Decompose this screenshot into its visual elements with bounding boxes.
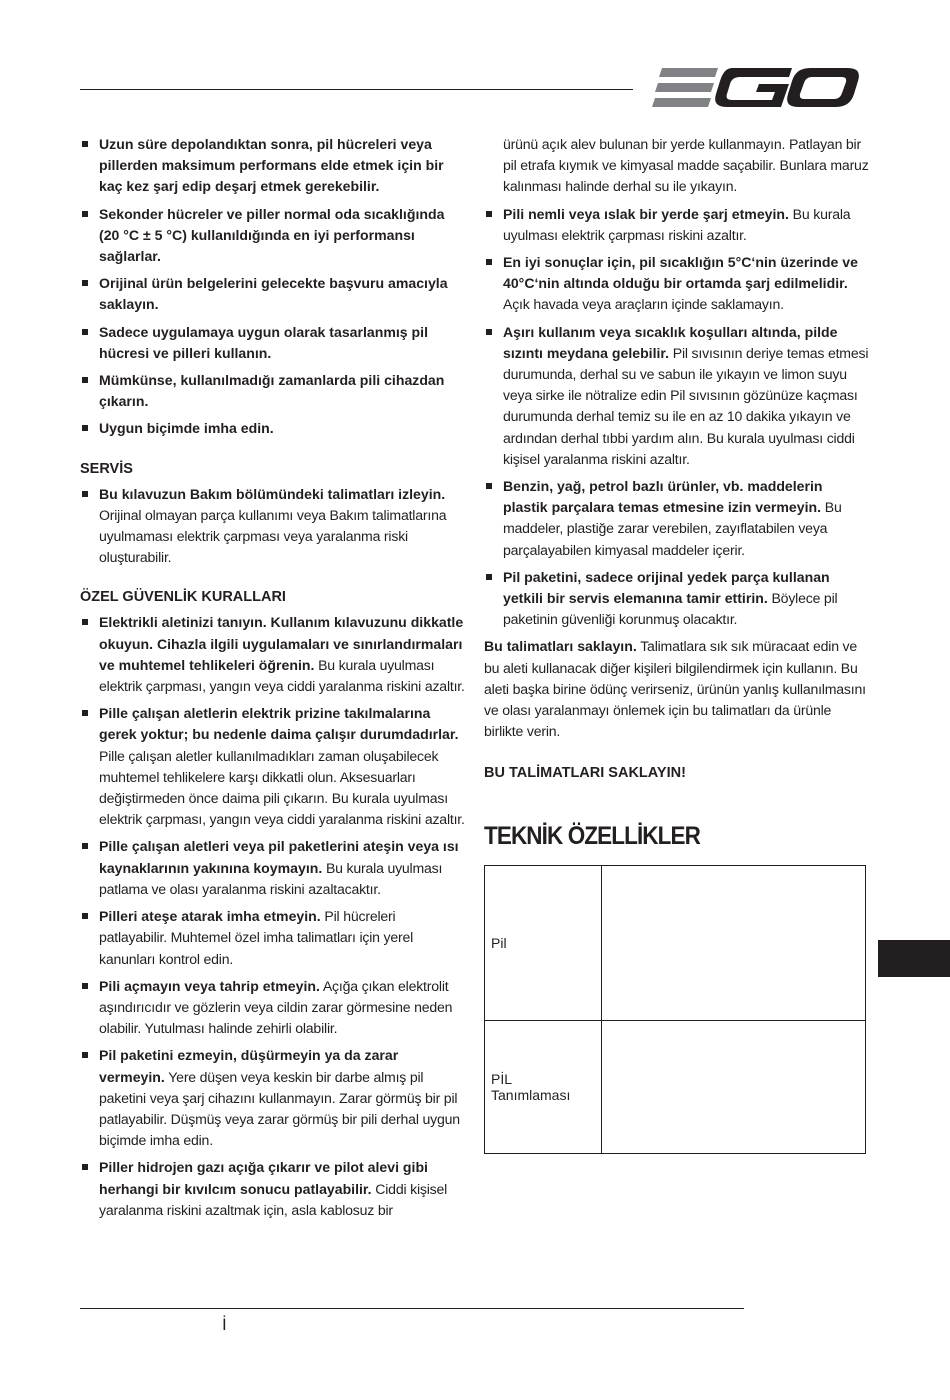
- list-item: Bu kılavuzun Bakım bölümündeki talimatları izleyin. Orijinal olmayan parça kullanımı veya Bakım talimatlarına uyulmaması elektrik çarpması veya yaralanma riski oluşturabilir.: [80, 484, 465, 569]
- list-item: Benzin, yağ, petrol bazlı ürünler, vb. maddelerin plastik parçalara temas etmesine izin vermeyin. Bu maddeler, plastiğe zarar verebilen, zayıflatabilen veya parçalayabilen kimyasal maddeler içerir.: [484, 476, 869, 561]
- list-item: Elektrikli aletinizi tanıyın. Kullanım kılavuzunu dikkatle okuyun. Cihazla ilgili uygulamaları ve sınırlandırmaları ve muhtemel tehlikeleri öğrenin. Bu kurala uyulması elektrik çarpması, yangın veya ciddi yaralanma riskini azaltır.: [80, 612, 465, 697]
- spec-value-battery: [602, 866, 866, 1021]
- spec-label-line2: Tanımlaması: [491, 1087, 571, 1104]
- spec-table: [484, 865, 866, 1154]
- spec-label-battery: Pil: [485, 866, 602, 1021]
- list-item: Orijinal ürün belgelerini gelecekte başvuru amacıyla saklayın.: [80, 273, 465, 315]
- table-row: [485, 866, 866, 1021]
- page-marker: İ: [222, 1315, 227, 1334]
- save-heading: BU TALİMATLARI SAKLAYIN!: [484, 765, 686, 782]
- list-item: Mümkünse, kullanılmadığı zamanlarda pili cihazdan çıkarın.: [80, 370, 465, 412]
- spec-label-line1: PİL: [491, 1071, 513, 1088]
- list-item: Pili açmayın veya tahrip etmeyin. Açığa çıkan elektrolit aşındırıcıdır ve gözlerin veya cildin zarar görmesine neden olabilir. Yutulması halinde zehirli olabilir.: [80, 976, 465, 1040]
- list-item: Sadece uygulamaya uygun olarak tasarlanmış pil hücresi ve pilleri kullanın.: [80, 322, 465, 364]
- ego-logo: [652, 64, 862, 114]
- footer-rule: [80, 1308, 744, 1309]
- spec-value-battery-designation: [602, 1021, 866, 1154]
- list-item: Pil paketini ezmeyin, düşürmeyin ya da zarar vermeyin. Yere düşen veya keskin bir darbe almış pil paketini veya şarj cihazını kullanmayın. Zarar görmüş bir pil patlayabilir. Düşmüş veya zarar görmüş bir pili derhal uygun biçimde imha edin.: [80, 1045, 465, 1151]
- special-rules-heading: ÖZEL GÜVENLİK KURALLARI: [80, 589, 286, 606]
- list-item: Uzun süre depolandıktan sonra, pil hücreleri veya pillerden maksimum performans elde etmek için bir kaç kez şarj edip deşarj etmek gerekebilir.: [80, 134, 465, 198]
- save-instructions-paragraph: Bu talimatları saklayın. Talimatlara sık sık müracaat edin ve bu aleti kullanacak diğer kişileri bilgilendirmek için kullanın. Bu aleti başka birine ödünç verirseniz, ürünün yanlış kullanılmasını ve olası yaralanmayı önlemek için bu talimatları da ürünle birlikte verin.: [484, 638, 866, 740]
- list-item: En iyi sonuçlar için, pil sıcaklığın 5°C‘nin üzerinde ve 40°C‘nin altında olduğu bir ortamda şarj edilmelidir. Açık havada veya araçların içinde saklamayın.: [484, 252, 869, 316]
- storage-bullet-list: [80, 134, 465, 440]
- continuation-list: [484, 134, 869, 630]
- list-item: Pil paketini, sadece orijinal yedek parça kullanan yetkili bir servis elemanına tamir ettirin. Böylece pil paketinin güvenliği korunmuş olacaktır.: [484, 567, 869, 631]
- list-item: Pili nemli veya ıslak bir yerde şarj etmeyin. Bu kurala uyulması elektrik çarpması riskini azaltır.: [484, 204, 869, 246]
- list-item-continuation: ürünü açık alev bulunan bir yerde kullanmayın. Patlayan bir pil etrafa kıymık ve kimyasal madde saçabilir. Bunlara maruz kalınması halinde derhal su ile yıkayın.: [503, 136, 869, 195]
- table-row: [485, 1021, 866, 1154]
- language-tab-marker: [878, 940, 950, 977]
- left-column: [80, 134, 465, 1227]
- spec-title: TEKNİK ÖZELLİKLER: [484, 822, 700, 851]
- list-item: Pille çalışan aletlerin elektrik prizine takılmalarına gerek yoktur; bu nedenle daima çalışır durumdadırlar. Pille çalışan aletler kullanılmadıkları zaman oluşabilecek muhtemel tehlikelere karşı dikkatli olun. Aksesuarları değiştirmeden önce daima pili çıkarın. Bu kurala uyulması elektrik çarpması, yangın veya ciddi yaralanma riskini azaltır.: [80, 703, 465, 830]
- list-item: Uygun biçimde imha edin.: [80, 418, 465, 439]
- list-item: Piller hidrojen gazı açığa çıkarır ve pilot alevi gibi herhangi bir kıvılcım sonucu patlayabilir. Ciddi kişisel yaralanma riskini azaltmak için, asla kablosuz bir: [80, 1157, 465, 1221]
- service-bullet-list: [80, 484, 465, 569]
- spec-label-battery-designation: [485, 1021, 602, 1154]
- list-item: Sekonder hücreler ve piller normal oda sıcaklığında (20 °C ± 5 °C) kullanıldığında en iyi performansı sağlarlar.: [80, 204, 465, 268]
- list-item: Aşırı kullanım veya sıcaklık koşulları altında, pilde sızıntı meydana gelebilir. Pil sıvısının deriye temas etmesi durumunda, derhal su ve sabun ile yıkayın ve limon suyu veya sirke ile nötralize edin Pil sıvısının gözünüze kaçması durumunda derhal temiz su ile en az 10 dakika yıkayın ve ardından derhal tıbbi yardım alın. Bu kurala uyulması ciddi kişisel yaralanma riskini azaltır.: [484, 322, 869, 470]
- special-rules-list: [80, 612, 465, 1220]
- header-rule: [80, 89, 633, 90]
- list-item: Pille çalışan aletleri veya pil paketlerini ateşin veya ısı kaynaklarının yakınına koymayın. Bu kurala uyulması patlama ve olası yaralanma riskini azaltacaktır.: [80, 836, 465, 900]
- list-item: Pilleri ateşe atarak imha etmeyin. Pil hücreleri patlayabilir. Muhtemel özel imha talimatları için yerel kanunları kontrol edin.: [80, 906, 465, 970]
- right-column: [484, 134, 869, 1154]
- service-heading: SERVİS: [80, 460, 133, 477]
